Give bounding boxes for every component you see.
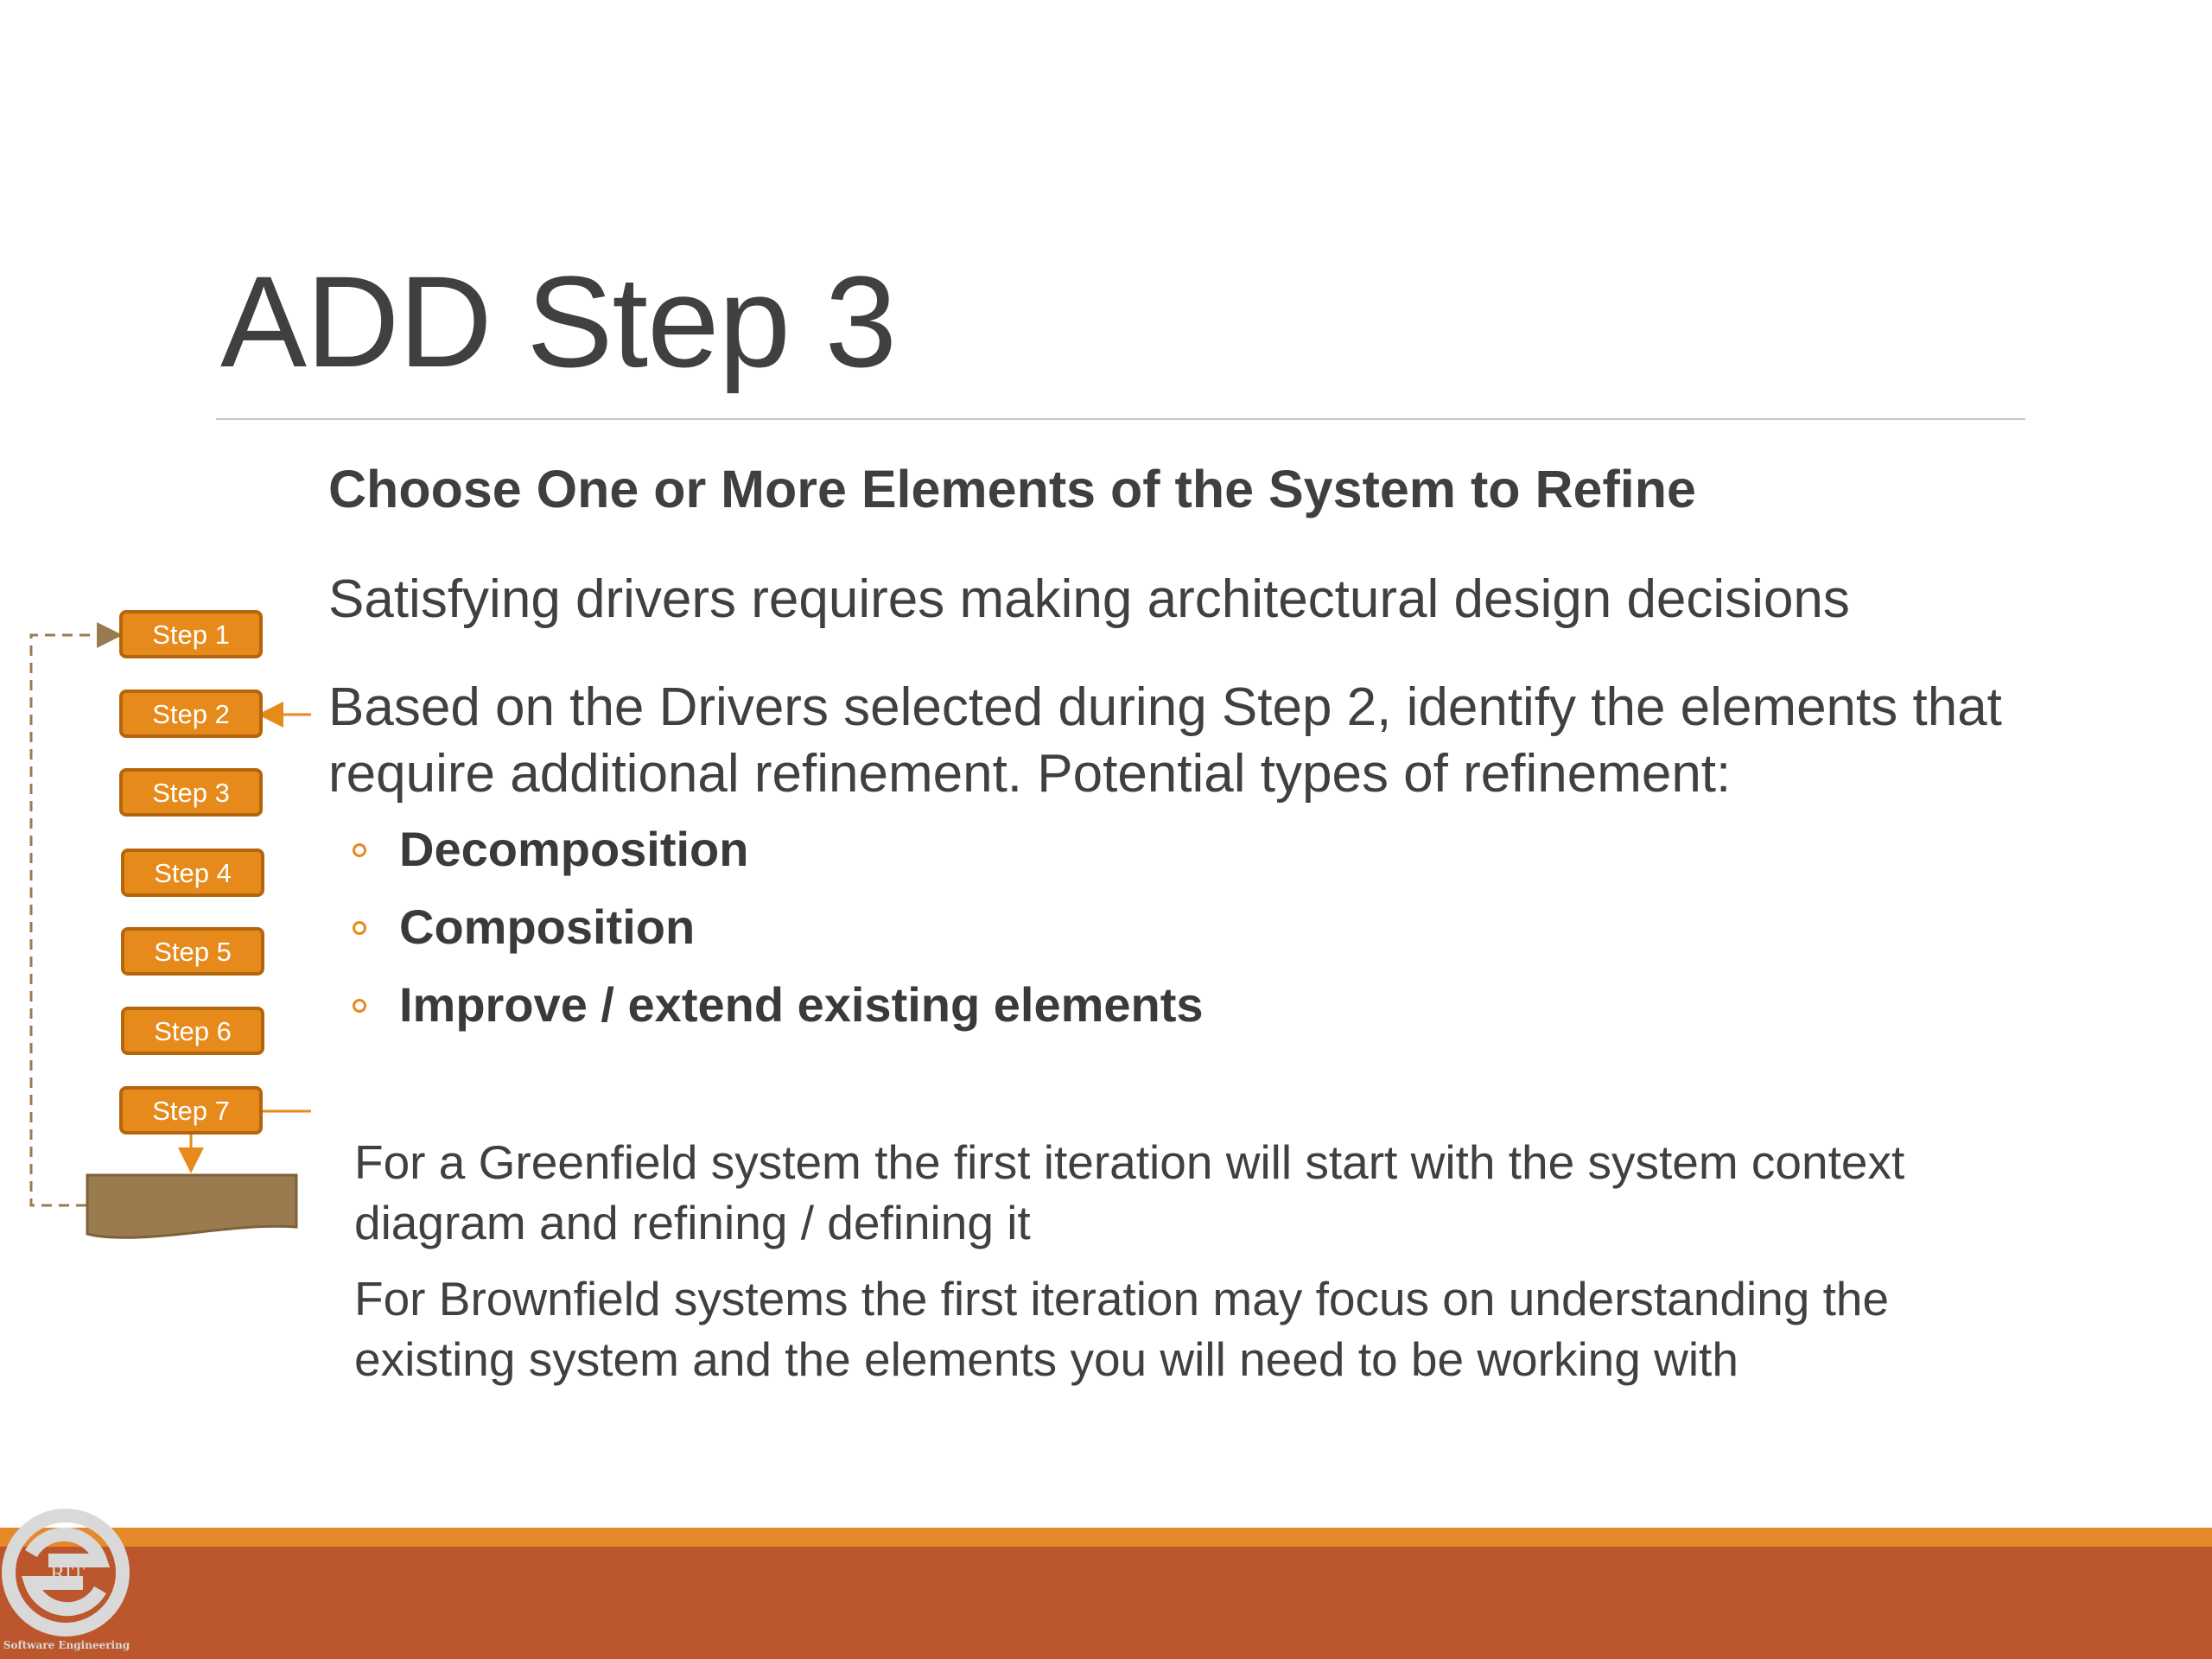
step-label: Step 4 (154, 858, 232, 888)
note-brownfield-line-2: existing system and the elements you will need to be working with (354, 1332, 1738, 1386)
note-greenfield-line-1: For a Greenfield system the first iteration will start with the system context (354, 1135, 1905, 1189)
footer-bar (0, 1547, 2212, 1659)
bullet-label: Composition (399, 899, 696, 954)
title-divider (216, 418, 2025, 420)
logo-caption: Software Engineering (3, 1639, 130, 1651)
step-label: Step 7 (152, 1096, 230, 1126)
step-3-box (121, 770, 261, 815)
step-5-box (123, 929, 263, 974)
paragraph-refinement-line-2: require additional refinement. Potential types of refinement: (328, 744, 1732, 804)
step-6-box (123, 1008, 263, 1053)
rit-se-logo (0, 1503, 138, 1659)
paragraph-drivers: Satisfying drivers requires making architectural design decisions (328, 569, 1850, 629)
step-label: Step 3 (152, 778, 230, 808)
document-shape (87, 1175, 296, 1237)
step-label: Step 6 (154, 1016, 232, 1046)
paragraph-refinement-line-1: Based on the Drivers selected during Step 2, identify the elements that (328, 677, 2002, 737)
bullet-label: Improve / extend existing elements (399, 977, 1204, 1032)
bullet-label: Decomposition (399, 822, 749, 876)
step-label: Step 5 (154, 937, 232, 967)
step-4-box (123, 850, 263, 895)
slide-subtitle: Choose One or More Elements of the System to Refine (328, 460, 1696, 518)
bullet-ring-icon (353, 999, 366, 1013)
paragraph-refinement (328, 674, 2002, 807)
step-label: Step 1 (152, 620, 230, 650)
note-brownfield (354, 1268, 1889, 1389)
bullet-ring-icon (353, 921, 366, 935)
slide-title: ADD Step 3 (220, 249, 897, 394)
footer-accent-bar (0, 1528, 2212, 1547)
loop-back-arrow (31, 635, 118, 1205)
step-7-box (121, 1088, 261, 1133)
note-greenfield-line-2: diagram and refining / defining it (354, 1196, 1031, 1249)
list-item (328, 819, 1204, 897)
refinement-types-list (328, 819, 1204, 1052)
iterate-arrow (263, 715, 311, 1111)
step-1-box (121, 612, 261, 657)
steps-group (121, 612, 263, 1133)
step-label: Step 2 (152, 699, 230, 729)
bullet-ring-icon (353, 843, 366, 857)
add-steps-diagram (0, 596, 311, 1253)
logo-mark-text: RIT (50, 1564, 85, 1586)
note-greenfield (354, 1132, 1904, 1253)
step-2-box (121, 691, 261, 736)
note-brownfield-line-1: For Brownfield systems the first iteration may focus on understanding the (354, 1272, 1890, 1325)
list-item (328, 975, 1204, 1052)
list-item (328, 897, 1204, 975)
